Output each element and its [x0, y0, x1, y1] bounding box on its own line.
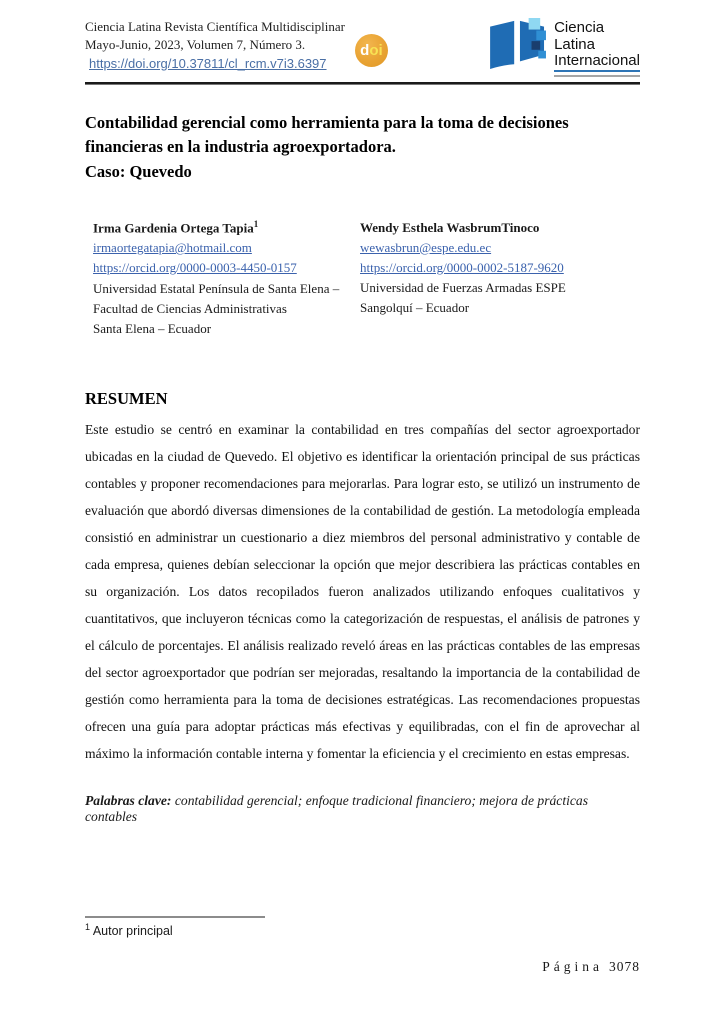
author-2-name: Wendy Esthela WasbrumTinoco — [360, 219, 540, 235]
page-number-value: 3078 — [609, 959, 640, 974]
doi-icon-letters-oi: oi — [369, 42, 383, 59]
journal-name: Ciencia Latina Revista Científica Multidisciplinar — [85, 19, 345, 34]
logo-wordmark — [554, 20, 640, 77]
footnote-block — [85, 916, 640, 938]
keywords-line — [85, 793, 640, 825]
author-2-affiliation-line1: Universidad de Fuerzas Armadas ESPE — [360, 280, 566, 296]
logo-line3: Internacional — [554, 53, 640, 72]
keywords-text: contabilidad gerencial; enfoque tradicional financiero; mejora de prácticas contables — [85, 792, 589, 824]
page-number-label: Página — [542, 959, 603, 974]
ciencia-latina-logo — [488, 18, 640, 77]
footnote-text — [85, 922, 640, 938]
article-title-main: Contabilidad gerencial como herramienta para la toma de decisiones financieras en la industria agroexportadora. — [85, 112, 569, 157]
journal-issue: Mayo-Junio, 2023, Volumen 7, Número 3. — [85, 36, 306, 52]
header-divider — [85, 82, 640, 85]
footnote-label: Autor principal — [92, 924, 173, 939]
author-1-footnote-mark: 1 — [253, 218, 259, 229]
author-1-name: Irma Gardenia Ortega Tapia$^1$ — [93, 218, 259, 236]
doi-link[interactable]: https://doi.org/10.37811/cl_rcm.v7i3.6397 — [89, 55, 327, 71]
author-2-orcid-link[interactable]: https://orcid.org/0000-0002-5187-9620 — [360, 260, 564, 276]
footnote-mark: 1 — [85, 922, 91, 932]
author-1 — [93, 218, 360, 339]
article-title — [85, 111, 640, 185]
footnote-divider — [85, 916, 265, 918]
author-1-affiliation-line2: Facultad de Ciencias Administrativas — [93, 300, 287, 316]
keywords-label: Palabras clave: — [85, 792, 172, 808]
page-header — [85, 18, 640, 77]
logo-line1: Ciencia — [554, 19, 605, 36]
abstract-paragraph: Este estudio se centró en examinar la contabilidad en tres compañías del sector agroexportador ubicadas en la ciudad de Quevedo. El objetivo es identificar la orientación principal de sus prácticas contables y proponer recomendaciones para mejorarlas. Para lograr esto, se utilizó un instrumento de evaluación que abordó diversas dimensiones de la contabilidad de gestión. La metodología empleada consistió en administrar un cuestionario a diez miembros del personal administrativo y contable de cada empresa, quienes debían seleccionar la opción que mejor describiera las prácticas contables en su organización. Los datos recopilados fueron analizados utilizando enfoques cualitativos y cuantitativos, que incluyeron técnicas como la categorización de respuestas, el análisis de patrones y el cálculo de porcentajes. El análisis realizado reveló áreas en las prácticas contables de las empresas del sector agroexportador que podrían ser mejoradas, resaltando la importancia de la contabilidad de gestión como herramienta para la toma de decisiones estratégicas. Las recomendaciones propuestas ofrecen una guía para adoptar prácticas más efectivas y equilibradas, con el fin de aprovechar al máximo la información contable interna y fomentar la eficiencia y el crecimiento en estas empresas. — [85, 421, 640, 761]
author-2-affiliation-line2: Sangolquí – Ecuador — [360, 300, 470, 316]
author-1-affiliation-line3: Santa Elena – Ecuador — [93, 320, 212, 336]
logo-line2: Latina — [554, 35, 595, 53]
doi-icon-letter-d: d — [360, 42, 370, 59]
author-1-affiliation-line1: Universidad Estatal Península de Santa Elena – — [93, 280, 340, 296]
authors-block — [85, 218, 640, 339]
resumen-heading: RESUMEN — [85, 388, 168, 408]
author-2-email-link[interactable]: wewasbrun@espe.edu.ec — [360, 239, 492, 255]
author-1-orcid-link[interactable]: https://orcid.org/0000-0003-4450-0157 — [93, 260, 297, 276]
open-book-icon — [488, 18, 550, 75]
journal-info — [85, 18, 345, 73]
doi-icon — [355, 34, 388, 67]
author-1-email-link[interactable]: irmaortegatapia@hotmail.com — [93, 240, 252, 256]
author-2 — [360, 218, 640, 339]
article-title-case: Caso: Quevedo — [85, 162, 192, 181]
page-number — [542, 959, 640, 975]
